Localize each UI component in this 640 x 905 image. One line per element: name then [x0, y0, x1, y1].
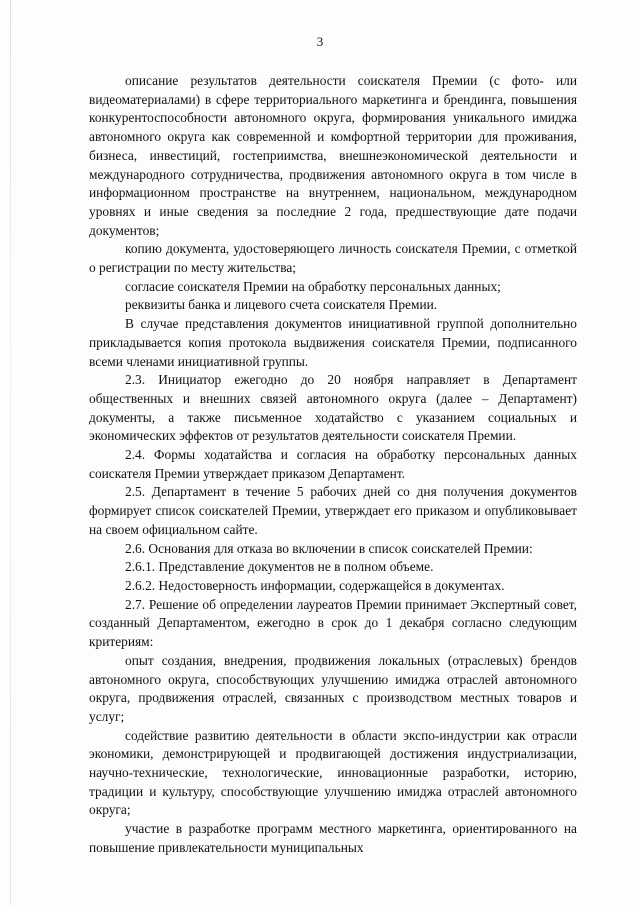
paragraph-2-6: 2.6. Основания для отказа во включении в список соискателей Премии:: [125, 540, 533, 556]
paragraph-2-6-2: 2.6.2. Недостоверность информации, содержащейся в документах.: [125, 577, 505, 593]
page-number: 3: [316, 34, 324, 49]
paragraph-bank-details: реквизиты банка и лицевого счета соискателя Премии.: [125, 297, 438, 313]
paragraph-2-3: 2.3. Инициатор ежегодно до 20 ноября направляет в Департамент общественных и внешних связей автономного округа (далее – Департамент) документы, а также письменное ходатайство с указанием социальных и экономических эффектов от результатов деятельности соискателя Премии.: [89, 372, 577, 444]
paragraph-id-copy: копию документа, удостоверяющего личность соискателя Премии, с отметкой о регистрации по месту жительства;: [89, 241, 577, 276]
paragraph-criterion-brands: опыт создания, внедрения, продвижения локальных (отраслевых) брендов автономного округа, способствующих улучшению имиджа отраслей автономного округа, продвижения отраслей, связанных с производством местных товаров и услуг;: [89, 652, 577, 724]
paragraph-2-7: 2.7. Решение об определении лауреатов Премии принимает Экспертный совет, созданный Департаментом, ежегодно в срок до 1 декабря согласно следующим критериям:: [89, 596, 577, 650]
paragraph-criterion-expo: содействие развитию деятельности в области экспо-индустрии как отрасли экономики, демонстрирующей и продвигающей достижения индустриализации, научно-технические, технологические, инновационные разработки, историю, традиции и культуру, способствующие улучшению имиджа отраслей автономного округа;: [89, 727, 577, 818]
paragraph-initiative-group: В случае представления документов инициативной группой дополнительно прикладывается копия протокола выдвижения соискателя Премии, подписанного всеми членами инициативной группы.: [89, 316, 577, 369]
document-body: [89, 72, 577, 858]
paragraph-description-of-results: описание результатов деятельности соискателя Премии (с фото- или видеоматериалами) в сфере территориального маркетинга и брендинга, повышения конкурентоспособности автономного округа, формирования уникального имиджа автономного округа как современной и комфортной территории для проживания, бизнеса, инвестиций, гостеприимства, внешнеэкономической деятельности и международного сотрудничества, продвижения автономного округа в том числе в информационном пространстве на внутреннем, национальном, международном уровнях и иные сведения за последние 2 года, предшествующие дате подачи документов;: [89, 73, 577, 238]
paragraph-2-5: 2.5. Департамент в течение 5 рабочих дней со дня получения документов формирует список соискателей Премии, утверждает его приказом и опубликовывает на своем официальном сайте.: [89, 484, 577, 537]
paragraph-2-6-1: 2.6.1. Представление документов не в полном объеме.: [125, 559, 434, 575]
paragraph-2-4: 2.4. Формы ходатайства и согласия на обработку персональных данных соискателя Премии утверждает приказом Департамент.: [89, 447, 577, 481]
paragraph-consent: согласие соискателя Премии на обработку персональных данных;: [125, 278, 501, 294]
scan-edge-line: [10, 0, 11, 905]
paragraph-criterion-marketing: участие в разработке программ местного маркетинга, ориентированного на повышение привлекательности муниципальных: [89, 821, 577, 855]
